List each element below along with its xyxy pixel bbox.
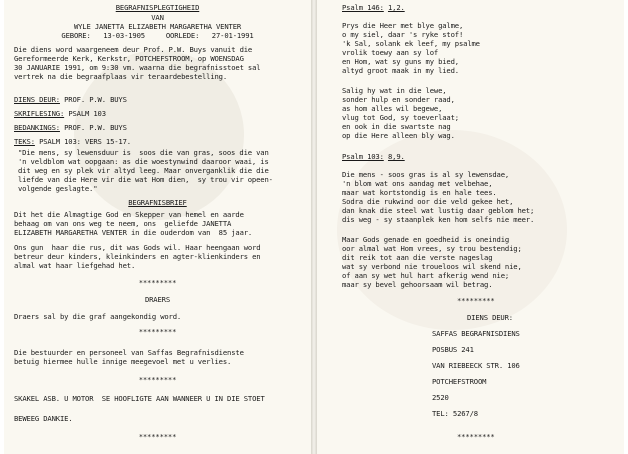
right-page xyxy=(317,0,624,454)
address-line: TEL: 5267/8 xyxy=(432,409,478,418)
psalm103-heading xyxy=(342,153,405,161)
skriflesing-row xyxy=(14,110,106,118)
intro-line: Die diens word waargeneem deur Prof. P.W. Buys vanuit die xyxy=(14,45,253,54)
diens-deur-heading: DIENS DEUR: xyxy=(467,313,513,322)
psalm103-label: Psalm 103: xyxy=(342,152,384,161)
psalm-line: wat sy verbond nie troueloos wil skend nie, xyxy=(342,262,522,271)
quote-line: liefde van die Here vir die wat Hom dien, sy trou vir opeen- xyxy=(18,175,273,184)
rus-line: Ons gun haar die rus, dit was Gods wil. Haar heengaan word xyxy=(14,243,261,252)
beweeg-notice: BEWEEG DANKIE. xyxy=(14,414,73,423)
address-line: VAN RIEBEECK STR. 106 xyxy=(432,361,520,370)
van-label: VAN xyxy=(151,13,164,22)
quote-line: dit weg en sy plek vir altyd leeg. Maar onverganklik die die xyxy=(18,166,269,175)
skriflesing-value: PSALM 103 xyxy=(64,109,106,118)
psalm-line: Prys die Heer met blye galme, xyxy=(342,21,464,30)
funeral-title: BEGRAFNISPLEGTIGHEID xyxy=(115,3,200,12)
address-line: SAFFAS BEGRAFNISDIENS xyxy=(432,329,520,338)
rus-line: almal wat haar liefgehad het. xyxy=(14,261,136,270)
brief-line: behaag om van ons weg te neem, ons geliefde JANETTA xyxy=(14,219,232,228)
address-line: POSBUS 241 xyxy=(432,345,474,354)
psalm146-heading xyxy=(342,4,405,12)
psalm-line: dan knak die steel wat lustig daar geblom het; xyxy=(342,206,535,215)
begrafnisbrief-heading: BEGRAFNISBRIEF xyxy=(128,198,187,207)
psalm146-verse: 1,2. xyxy=(387,3,405,12)
psalm-line: vrolik toewy aan sy lof xyxy=(342,48,439,57)
intro-line: vertrek na die begraafplaas vir teraardebestelling. xyxy=(14,72,228,81)
psalm-line: Maar Gods genade en goedheid is oneindig xyxy=(342,235,510,244)
teks-value: PSALM 103: VERS 15-17. xyxy=(34,137,131,146)
draers-text: Draers sal by die graf aangekondig word. xyxy=(14,312,182,321)
psalm-line: Salig hy wat in die lewe, xyxy=(342,86,447,95)
bedankings-row xyxy=(14,124,127,132)
psalm-line: en ook in die swartste nag xyxy=(342,122,451,131)
bestuurder-line: betuig hiermee hulle innige meegevoel met u verlies. xyxy=(14,357,232,366)
diens-deur-value: PROF. P.W. BUYS xyxy=(59,95,127,104)
stars-divider: ********* xyxy=(138,375,177,384)
psalm146-label: Psalm 146: xyxy=(342,3,384,12)
brief-line: Dit het die Almagtige God en Skepper van hemel en aarde xyxy=(14,210,244,219)
quote-line: 'n veldblom wat oopgaan: as die woestynwind daaroor waai, is xyxy=(18,157,269,166)
birth-death-dates: GEBORE: 13-03-1905 OORLEDE: 27-01-1991 xyxy=(61,31,254,40)
address-line: 2520 xyxy=(432,393,449,402)
bedankings-value: PROF. P.W. BUYS xyxy=(59,123,127,132)
stars-divider: ********* xyxy=(138,278,177,287)
psalm-line: of aan sy wet hul hart afkerig wend nie; xyxy=(342,271,510,280)
psalm-line: dis weg - sy staanplek ken hom selfs nie meer. xyxy=(342,215,535,224)
bestuurder-line: Die bestuurder en personeel van Saffas Begrafnisdienste xyxy=(14,348,244,357)
brief-line: ELIZABETH MARGARETHA VENTER in die ouderdom van 85 jaar. xyxy=(14,228,253,237)
diens-deur-label: DIENS DEUR: xyxy=(14,95,60,104)
stars-divider: ********* xyxy=(457,296,495,305)
psalm-line: en Hom, wat sy guns my bied, xyxy=(342,57,459,66)
psalm-line: oor almal wat Hom vrees, sy trou bestendig; xyxy=(342,244,522,253)
diens-deur-row xyxy=(14,96,127,104)
psalm-line: altyd groot maak in my lied. xyxy=(342,66,459,75)
deceased-name: WYLE JANETTA ELIZABETH MARGARETHA VENTER xyxy=(73,22,242,31)
psalm103-verse: 8,9. xyxy=(387,152,405,161)
psalm-line: maar sy bevel gehoorsaam wil betrag. xyxy=(342,280,493,289)
psalm-line: dit reik tot aan die verste nageslag xyxy=(342,253,493,262)
psalm-line: 'k Sal, solank ek leef, my psalme xyxy=(342,39,480,48)
psalm-line: o my siel, daar 's ryke stof! xyxy=(342,30,464,39)
psalm-line: 'n blom wat ons aandag met velbehae, xyxy=(342,179,493,188)
rus-line: betreur deur kinders, kleinkinders en agter-klienkinders en xyxy=(14,252,261,261)
address-line: POTCHEFSTROOM xyxy=(432,377,487,386)
quote-line: "Die mens, sy lewensduur is soos die van gras, soos die van xyxy=(18,148,269,157)
stars-divider: ********* xyxy=(457,432,495,441)
psalm-line: as hom alles wil begewe, xyxy=(342,104,443,113)
stars-divider: ********* xyxy=(138,327,177,336)
teks-row xyxy=(14,138,131,146)
psalm-line: maar wat kortstondig is en hale tees. xyxy=(342,188,497,197)
teks-label: TEKS: xyxy=(14,137,35,146)
quote-line: volgende geslagte." xyxy=(18,184,98,193)
left-page xyxy=(4,0,311,454)
draers-heading: DRAERS xyxy=(144,295,171,304)
psalm-line: Die mens - soos gras is al sy lewensdae, xyxy=(342,170,510,179)
bedankings-label: BEDANKINGS: xyxy=(14,123,60,132)
skakel-notice: SKAKEL ASB. U MOTOR SE HOOFLIGTE AAN WANNEER U IN DIE STOET xyxy=(14,394,265,403)
psalm-line: Sodra die rukwind oor die veld gekee het, xyxy=(342,197,514,206)
intro-line: 30 JANUARIE 1991, om 9:30 vm. waarna die begrafnisstoet sal xyxy=(14,63,261,72)
intro-line: Gereformeerde Kerk, Kerkstr, POTCHEFSTROOM, op WOENSDAG xyxy=(14,54,244,63)
psalm-line: sonder hulp en sonder raad, xyxy=(342,95,455,104)
stars-divider: ********* xyxy=(138,432,177,441)
psalm-line: vlug tot God, sy toeverlaat; xyxy=(342,113,459,122)
skriflesing-label: SKRIFLESING: xyxy=(14,109,65,118)
psalm-line: op die Here alleen bly wag. xyxy=(342,131,455,140)
